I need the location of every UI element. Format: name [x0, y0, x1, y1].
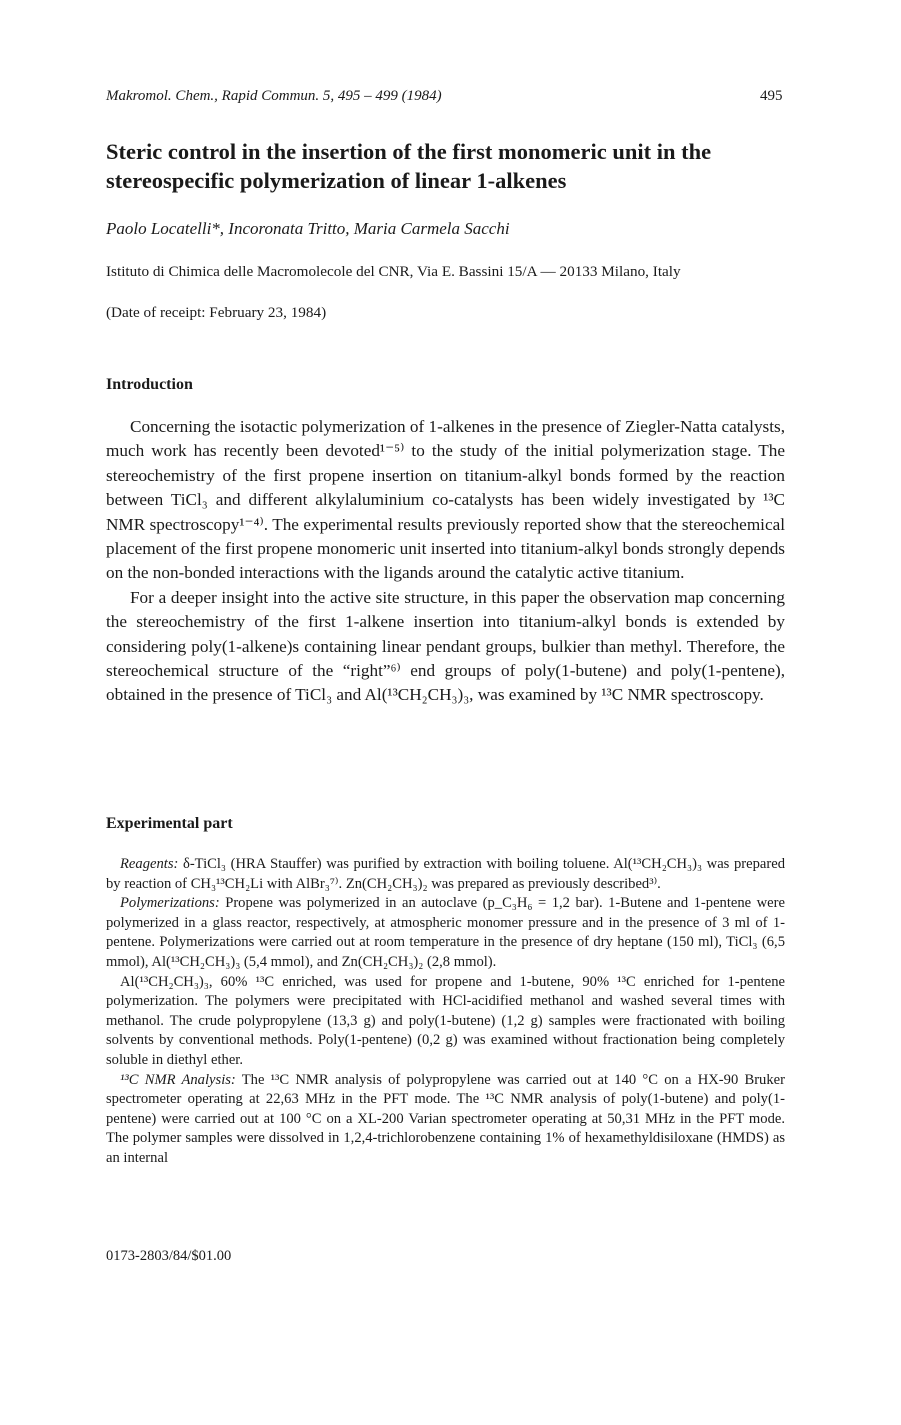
intro-paragraph-1: Concerning the isotactic polymerization of 1-alkenes in the presence of Ziegler-Natta catalysts, much work has recently been devoted¹⁻⁵⁾ to the study of the initial polymerization stage. The stereochemistry of the first propene insertion on titanium-alkyl bonds formed by the reaction between TiCl₃ and different alkylaluminium co-catalysts has been widely investigated by ¹³C NMR spectroscopy¹⁻⁴⁾. The experimental results previously reported show that the stereochemical placement of the first propene monomeric unit inserted into titanium-alkyl bonds strongly depends on the non-bonded interactions with the ligands around the catalytic active titanium.: [106, 417, 785, 583]
nmr-analysis-lead: ¹³C NMR Analysis:: [120, 1071, 236, 1088]
introduction-body: [106, 415, 785, 708]
reagents-lead: Reagents:: [120, 856, 179, 872]
date-of-receipt: (Date of receipt: February 23, 1984): [106, 304, 327, 321]
experimental-heading: Experimental part: [106, 815, 233, 832]
affiliation: Istituto di Chimica delle Macromolecole del CNR, Via E. Bassini 15/A — 20133 Milano, Italy: [106, 263, 681, 280]
polymerizations-paragraph: [106, 894, 785, 972]
polymerizations-text: Propene was polymerized in an autoclave (p_C₃H₆ = 1,2 bar). 1-Butene and 1-pentene were polymerized in a glass reactor, respectively, at atmospheric monomer pressure and in the presence of 3 ml of 1-pentene. Polymerizations were carried out at room temperature in the presence of dry heptane (150 ml), TiCl₃ (6,5 mmol), Al(¹³CH₂CH₃)₃ (5,4 mmol), and Zn(CH₂CH₃)₂ (2,8 mmol).: [106, 895, 785, 970]
polymerizations-lead: Polymerizations:: [120, 895, 220, 912]
enrichment-paragraph: [106, 973, 785, 1071]
authors: Paolo Locatelli*, Incoronata Tritto, Maria Carmela Sacchi: [106, 219, 510, 238]
journal-citation: Makromol. Chem., Rapid Commun. 5, 495 – 499 (1984): [106, 88, 442, 104]
intro-paragraph-2: For a deeper insight into the active site structure, in this paper the observation map concerning the stereochemistry of the first 1-alkene insertion into titanium-alkyl bonds is extended by considering poly(1-alkene)s containing linear pendant groups, bulkier than methyl. Therefore, the stereochemical structure of the “right”⁶⁾ end groups of poly(1-butene) and poly(1-pentene), obtained in the presence of TiCl₃ and Al(¹³CH₂CH₃)₃, was examined by ¹³C NMR spectroscopy.: [106, 587, 785, 705]
enrichment-text: Al(¹³CH₂CH₃)₃, 60% ¹³C enriched, was used for propene and 1-butene, 90% ¹³C enriched for 1-pentene polymerization. The polymers were precipitated with HCl-acidified methanol and washed several times with methanol. The crude polypropylene (13,3 g) and poly(1-butene) (1,2 g) samples were fractionated with boiling solvents by conventional methods. Poly(1-pentene) (0,2 g) was examined without fractionation being completely soluble in diethyl ether.: [106, 973, 785, 1068]
page-number: 495: [760, 88, 783, 104]
nmr-analysis-paragraph: [106, 1071, 785, 1169]
reagents-text: δ-TiCl₃ (HRA Stauffer) was purified by extraction with boiling toluene. Al(¹³CH₂CH₃)₃ was prepared by reaction of CH₃¹³CH₂Li with AlBr₃⁷⁾. Zn(CH₂CH₃)₂ was prepared as previously described³⁾.: [106, 856, 785, 892]
experimental-body: [106, 855, 785, 1169]
reagents-paragraph: [106, 855, 785, 894]
introduction-heading: Introduction: [106, 376, 193, 393]
nmr-analysis-text: The ¹³C NMR analysis of polypropylene was carried out at 140 °C on a HX-90 Bruker spectrometer operating at 22,63 MHz in the PFT mode. The ¹³C NMR analysis of poly(1-butene) and poly(1-pentene) were carried out at 100 °C on a XL-200 Varian spectrometer operating at 50,31 MHz in the PFT mode. The polymer samples were dissolved in 1,2,4-trichlorobenzene containing 1% of hexamethyldisiloxane (HMDS) as an internal: [106, 1071, 785, 1166]
issn-price-code: 0173-2803/84/$01.00: [106, 1248, 232, 1264]
article-title: Steric control in the insertion of the first monomeric unit in the stereospecific polymerization of linear 1-alkenes: [106, 139, 712, 193]
